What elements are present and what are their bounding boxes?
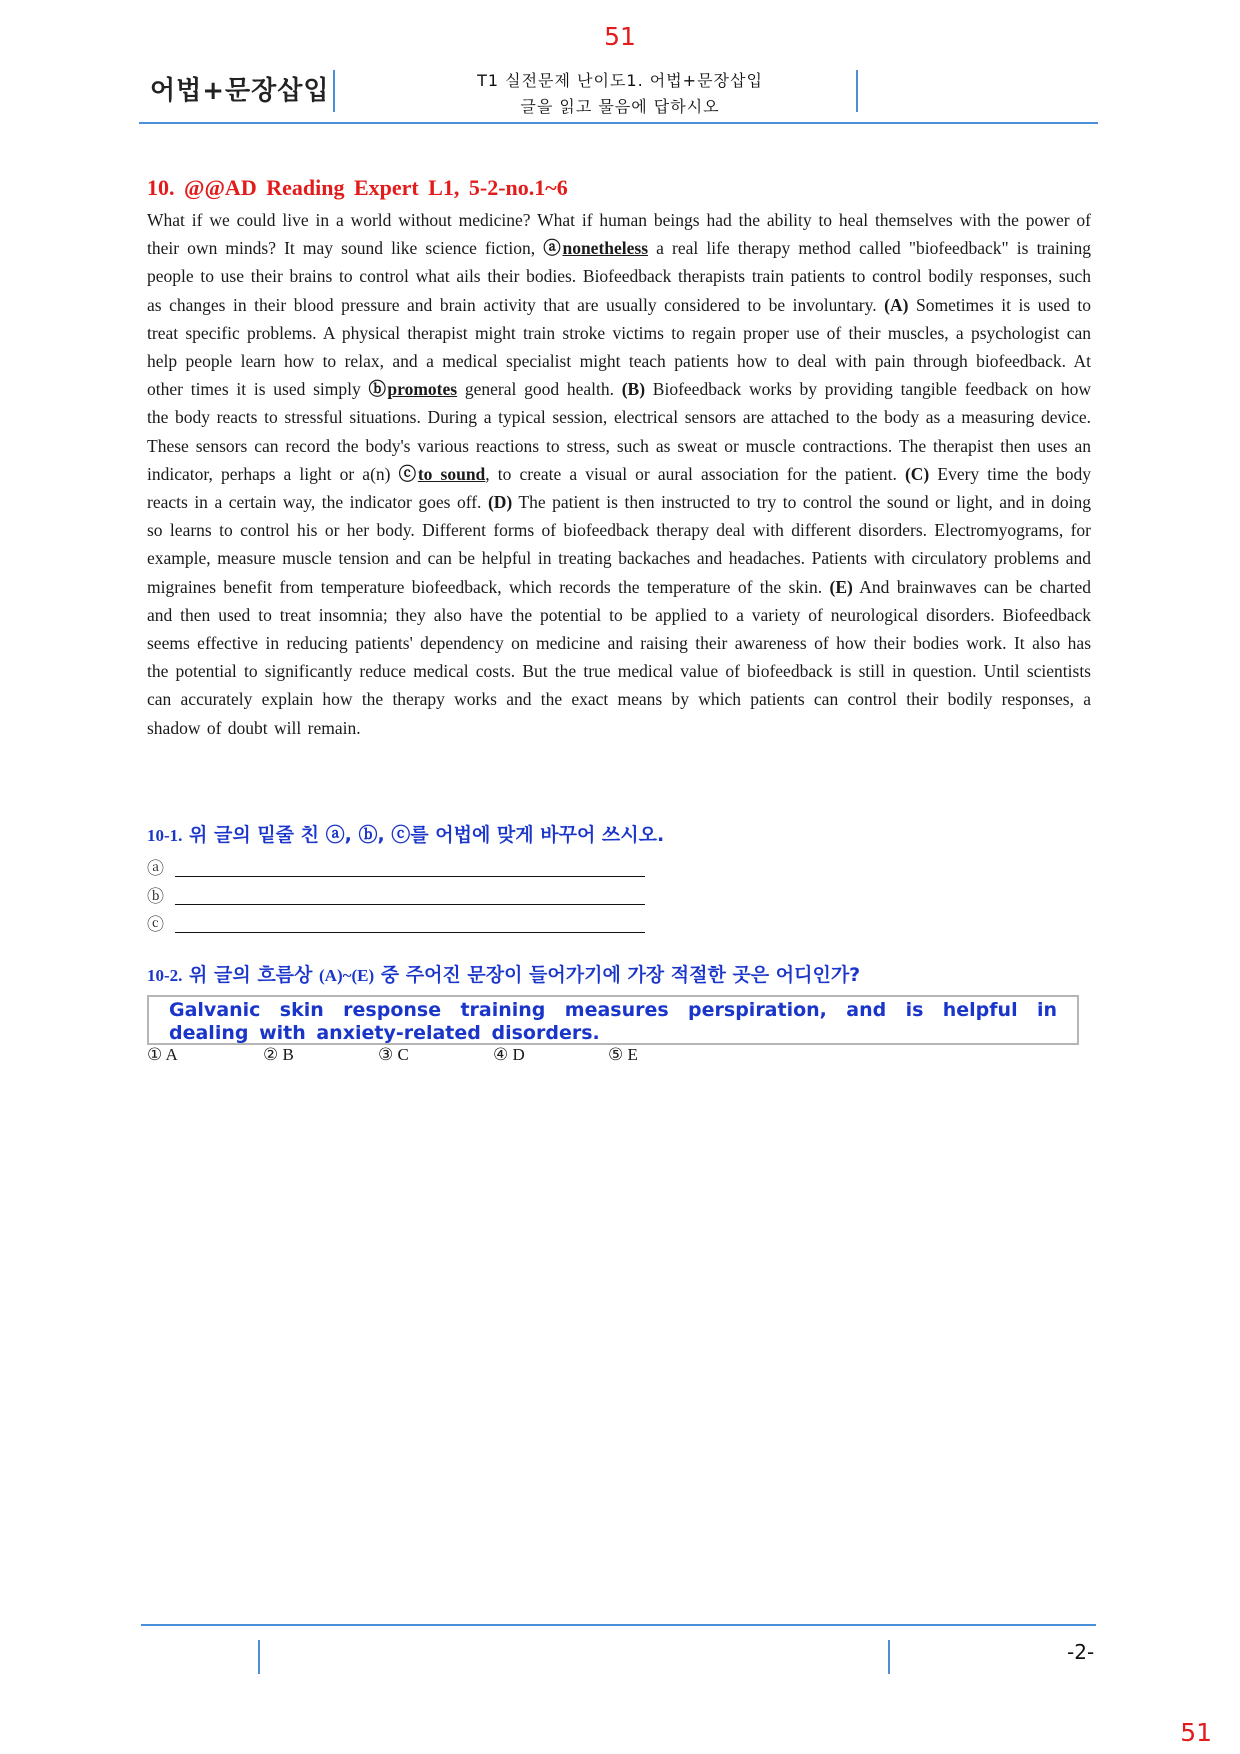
choice-d[interactable]: ④ D	[493, 1045, 525, 1064]
question-text: 위 글의 흐름상	[182, 964, 320, 986]
footer-divider-right	[888, 1640, 890, 1674]
passage-text: Sometimes it is used to treat specific problems. A physical therapist might train stroke victims to regain proper use of their muscles, a psychologist can help people learn how to relax, and a medical specialist might teach patients how to deal with pain through biofeedback. At other times it is used simply	[147, 294, 1091, 400]
question-number: 10-1.	[147, 826, 183, 845]
given-sentence: Galvanic skin response training measures perspiration, and is helpful in dealing with anxiety-related disorders.	[169, 999, 1057, 1044]
section-title: 어법+문장삽입	[150, 76, 330, 106]
underlined-word-a: nonetheless	[562, 238, 649, 259]
question-text: 중 주어진 문장이 들어가기에 가장 적절한 곳은 어디인가?	[374, 964, 861, 986]
underline-mark-b: ⓑ	[368, 379, 388, 400]
answer-label: ⓑ	[147, 887, 164, 906]
answer-blank[interactable]	[175, 876, 645, 877]
passage-text: What if we could live in a world without medicine? What if human beings had the ability to heal themselves with the power of their own minds? It may sound like science fiction,	[147, 210, 1091, 259]
underlined-word-c: to sound	[417, 463, 486, 484]
page-number-top: 51	[604, 22, 636, 51]
reading-passage	[147, 206, 1091, 742]
passage-text: Biofeedback works by providing tangible feedback on how the body reacts to stressful situations. During a typical session, electrical sensors are attached to the body as a measuring device. These sensors can record the body's various reactions to stress, such as sweat or muscle contractions. The therapist then uses an indicator, perhaps a light or a(n)	[147, 379, 1091, 484]
page-number-bottom: 51	[1180, 1718, 1212, 1747]
insertion-point-a: (A)	[884, 294, 909, 315]
question-number: 10-2.	[147, 966, 183, 985]
choice-e[interactable]: ⑤ E	[608, 1045, 638, 1064]
header-subtitle-1: T1 실전문제 난이도1. 어법+문장삽입	[477, 71, 763, 90]
choice-c[interactable]: ③ C	[378, 1045, 409, 1064]
answer-line-c[interactable]	[147, 910, 164, 935]
underline-mark-c: ⓒ	[398, 463, 418, 484]
insertion-point-e: (E)	[829, 576, 853, 597]
passage-text: general good health.	[457, 379, 622, 400]
header-rule	[139, 122, 1098, 124]
insertion-point-b: (B)	[621, 379, 646, 400]
underlined-word-b: promotes	[387, 379, 458, 400]
choice-b[interactable]: ② B	[263, 1045, 294, 1064]
choice-a[interactable]: ① A	[147, 1045, 178, 1064]
passage-text: The patient is then instructed to try to control the sound or light, and in doing so learns to control his or her body. Different forms of biofeedback therapy deal with different disorders. Electromyograms, for example, measure muscle tension and can be helpful in treating backaches and headaches. Patients with circulatory problems and migraines benefit from temperature biofeedback, which records the temperature of the skin.	[147, 492, 1091, 597]
footer-rule	[141, 1624, 1096, 1626]
passage-text: a real life therapy method called "biofeedback" is training people to use their brains to control what ails their bodies. Biofeedback therapists train patients to control bodily responses, such as changes in their blood pressure and brain activity that are usually considered to be involuntary.	[147, 238, 1092, 315]
answer-line-a[interactable]	[147, 854, 164, 879]
header-subtitle-2: 글을 읽고 물음에 답하시오	[520, 97, 720, 116]
answer-line-b[interactable]	[147, 882, 164, 907]
question-title: 10. @@AD Reading Expert L1, 5-2-no.1~6	[147, 175, 568, 200]
question-range: (A)~(E)	[319, 966, 375, 985]
question-text: 위 글의 밑줄 친 ⓐ, ⓑ, ⓒ를 어법에 맞게 바꾸어 쓰시오.	[182, 824, 665, 846]
passage-text: , to create a visual or aural association for the patient.	[485, 463, 905, 484]
insertion-point-d: (D)	[487, 492, 513, 513]
answer-label: ⓒ	[147, 915, 164, 934]
footer-divider-left	[258, 1640, 260, 1674]
passage-text: Every time the body reacts in a certain way, the indicator goes off.	[147, 463, 1091, 513]
header-divider-right	[856, 70, 858, 112]
passage-text: And brainwaves can be charted and then used to treat insomnia; they also have the potential to be applied to a variety of neurological disorders. Biofeedback seems effective in reducing patients' dependency on medicine and raising their awareness of how their bodies work. It also has the potential to significantly reduce medical costs. But the true medical value of biofeedback is still in question. Until scientists can accurately explain how the therapy works and the exact means by which patients can control their bodily responses, a shadow of doubt will remain.	[147, 576, 1091, 738]
insertion-point-c: (C)	[904, 463, 930, 484]
given-sentence-box	[147, 995, 1079, 1045]
question-10-2	[147, 960, 860, 987]
answer-blank[interactable]	[175, 932, 645, 933]
answer-blank[interactable]	[175, 904, 645, 905]
underline-mark-a: ⓐ	[543, 238, 563, 259]
question-10-1	[147, 820, 664, 847]
footer-page-label: -2-	[1067, 1640, 1095, 1664]
answer-label: ⓐ	[147, 859, 164, 878]
